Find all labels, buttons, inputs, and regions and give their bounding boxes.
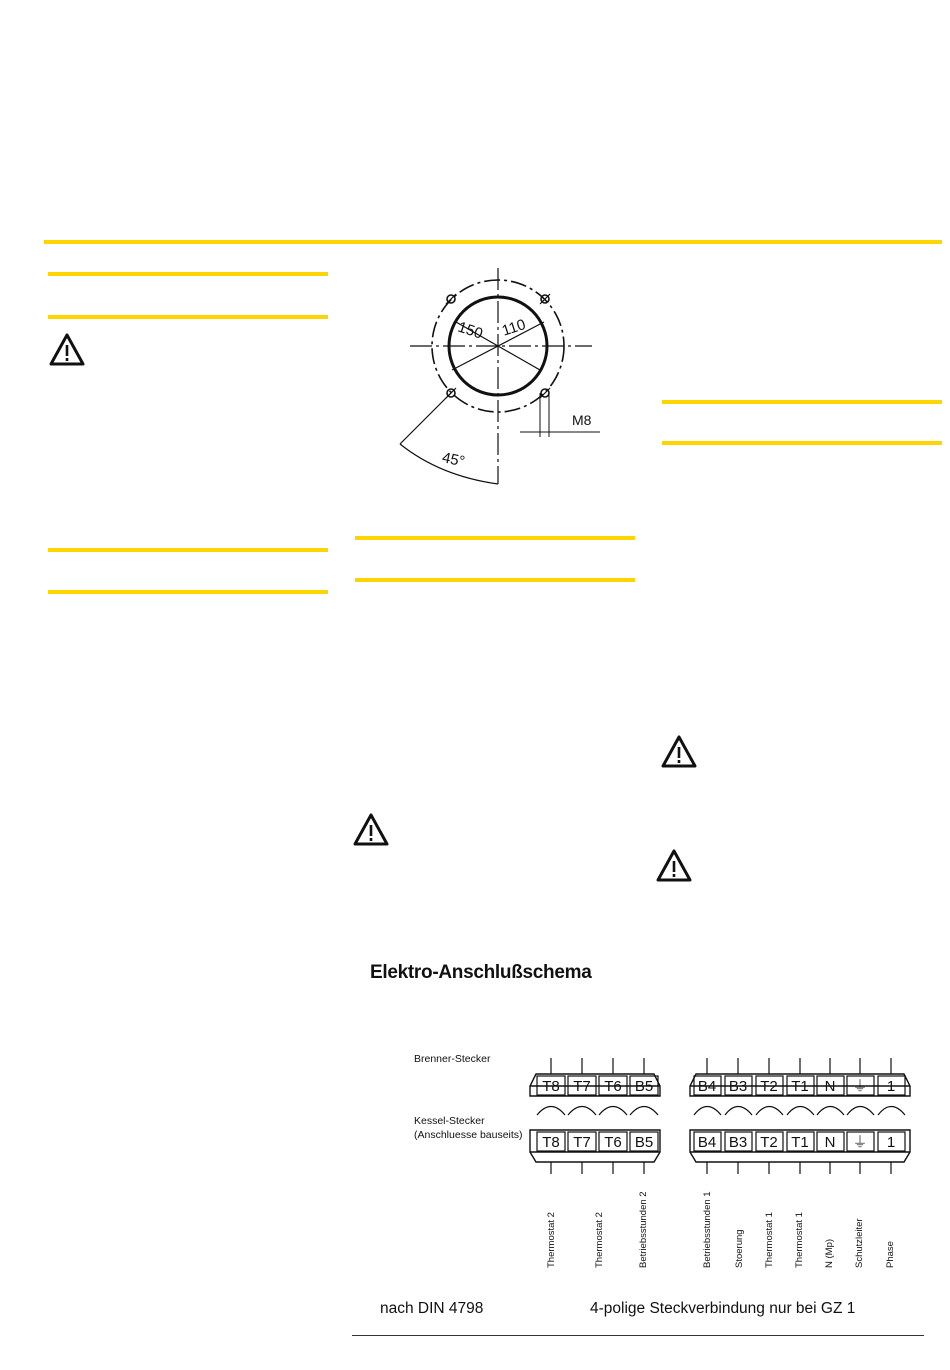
plug7-pin-label: T1	[791, 1078, 809, 1095]
plug7-pin-label: B3	[728, 1078, 748, 1095]
left-section-rule-1b	[48, 315, 328, 319]
gz1-note: 4-polige Steckverbindung nur bei GZ 1	[590, 1300, 856, 1317]
terminal-label: Thermostat 1	[764, 1212, 775, 1268]
wiring-diagram	[410, 1040, 930, 1280]
wiring-title: Elektro-Anschlußschema	[370, 962, 592, 983]
terminal-label: Thermostat 2	[594, 1212, 605, 1268]
flange-thread-label: M8	[572, 412, 592, 428]
left-section-rule-1a	[48, 272, 328, 276]
top-yellow-rule	[44, 240, 942, 244]
plug4-pin-label: T8	[542, 1078, 560, 1095]
flange-angle-label: 45°	[440, 449, 467, 471]
boiler-plug-label-2: (Anschluesse bauseits)	[414, 1129, 523, 1141]
plug4-pin-label: T7	[573, 1134, 591, 1151]
flange-dim-110: 110	[499, 316, 528, 340]
plug7-pin-label: N	[824, 1078, 836, 1095]
plug7-pin-label: B4	[697, 1078, 717, 1095]
plug7-pin-label: N	[824, 1134, 836, 1151]
plug7-pin-label-ground: ⏚	[852, 1078, 868, 1095]
boiler-plug-label-1: Kessel-Stecker	[414, 1115, 485, 1127]
mid-section-rule-b	[355, 578, 635, 582]
terminal-label: Schutzleiter	[854, 1218, 865, 1268]
plug4-pin-label: T8	[542, 1134, 560, 1151]
left-section-rule-2b	[48, 590, 328, 594]
plug7-pin-label-ground: ⏚	[852, 1134, 868, 1151]
plug4-pin-label: T6	[604, 1134, 622, 1151]
plug7-pin-label: 1	[886, 1134, 896, 1151]
plug4-pin-label: B5	[634, 1134, 654, 1151]
terminal-label: Betriebsstunden 2	[638, 1191, 649, 1268]
right-section-rule-a	[662, 400, 942, 404]
mid-section-rule-a	[355, 536, 635, 540]
din-note: nach DIN 4798	[380, 1300, 484, 1317]
terminal-label: Betriebsstunden 1	[702, 1191, 713, 1268]
warning-icon	[655, 848, 693, 884]
terminal-label: Thermostat 1	[794, 1212, 805, 1268]
plug4-pin-label: B5	[634, 1078, 654, 1095]
right-section-rule-b	[662, 441, 942, 445]
plug7-pin-label: T2	[760, 1078, 778, 1095]
plug7-pin-label: B3	[728, 1134, 748, 1151]
flange-drawing	[370, 262, 620, 492]
plug7-pin-label: B4	[697, 1134, 717, 1151]
terminal-label: Thermostat 2	[546, 1212, 557, 1268]
plug7-pin-label: T1	[791, 1134, 809, 1151]
warning-icon	[352, 812, 390, 848]
flange-dim-150: 150	[455, 318, 485, 343]
plug7-pin-label: T2	[760, 1134, 778, 1151]
left-section-rule-2a	[48, 548, 328, 552]
burner-plug-label: Brenner-Stecker	[414, 1053, 491, 1065]
terminal-label: Stoerung	[734, 1229, 745, 1268]
plug7-pin-label: 1	[886, 1078, 896, 1095]
warning-icon	[660, 734, 698, 770]
warning-icon	[48, 332, 86, 368]
plug4-pin-label: T7	[573, 1078, 591, 1095]
terminal-label: Phase	[885, 1241, 896, 1268]
plug4-pin-label: T6	[604, 1078, 622, 1095]
terminal-label: N (Mp)	[824, 1238, 835, 1268]
bottom-rule	[352, 1335, 924, 1336]
